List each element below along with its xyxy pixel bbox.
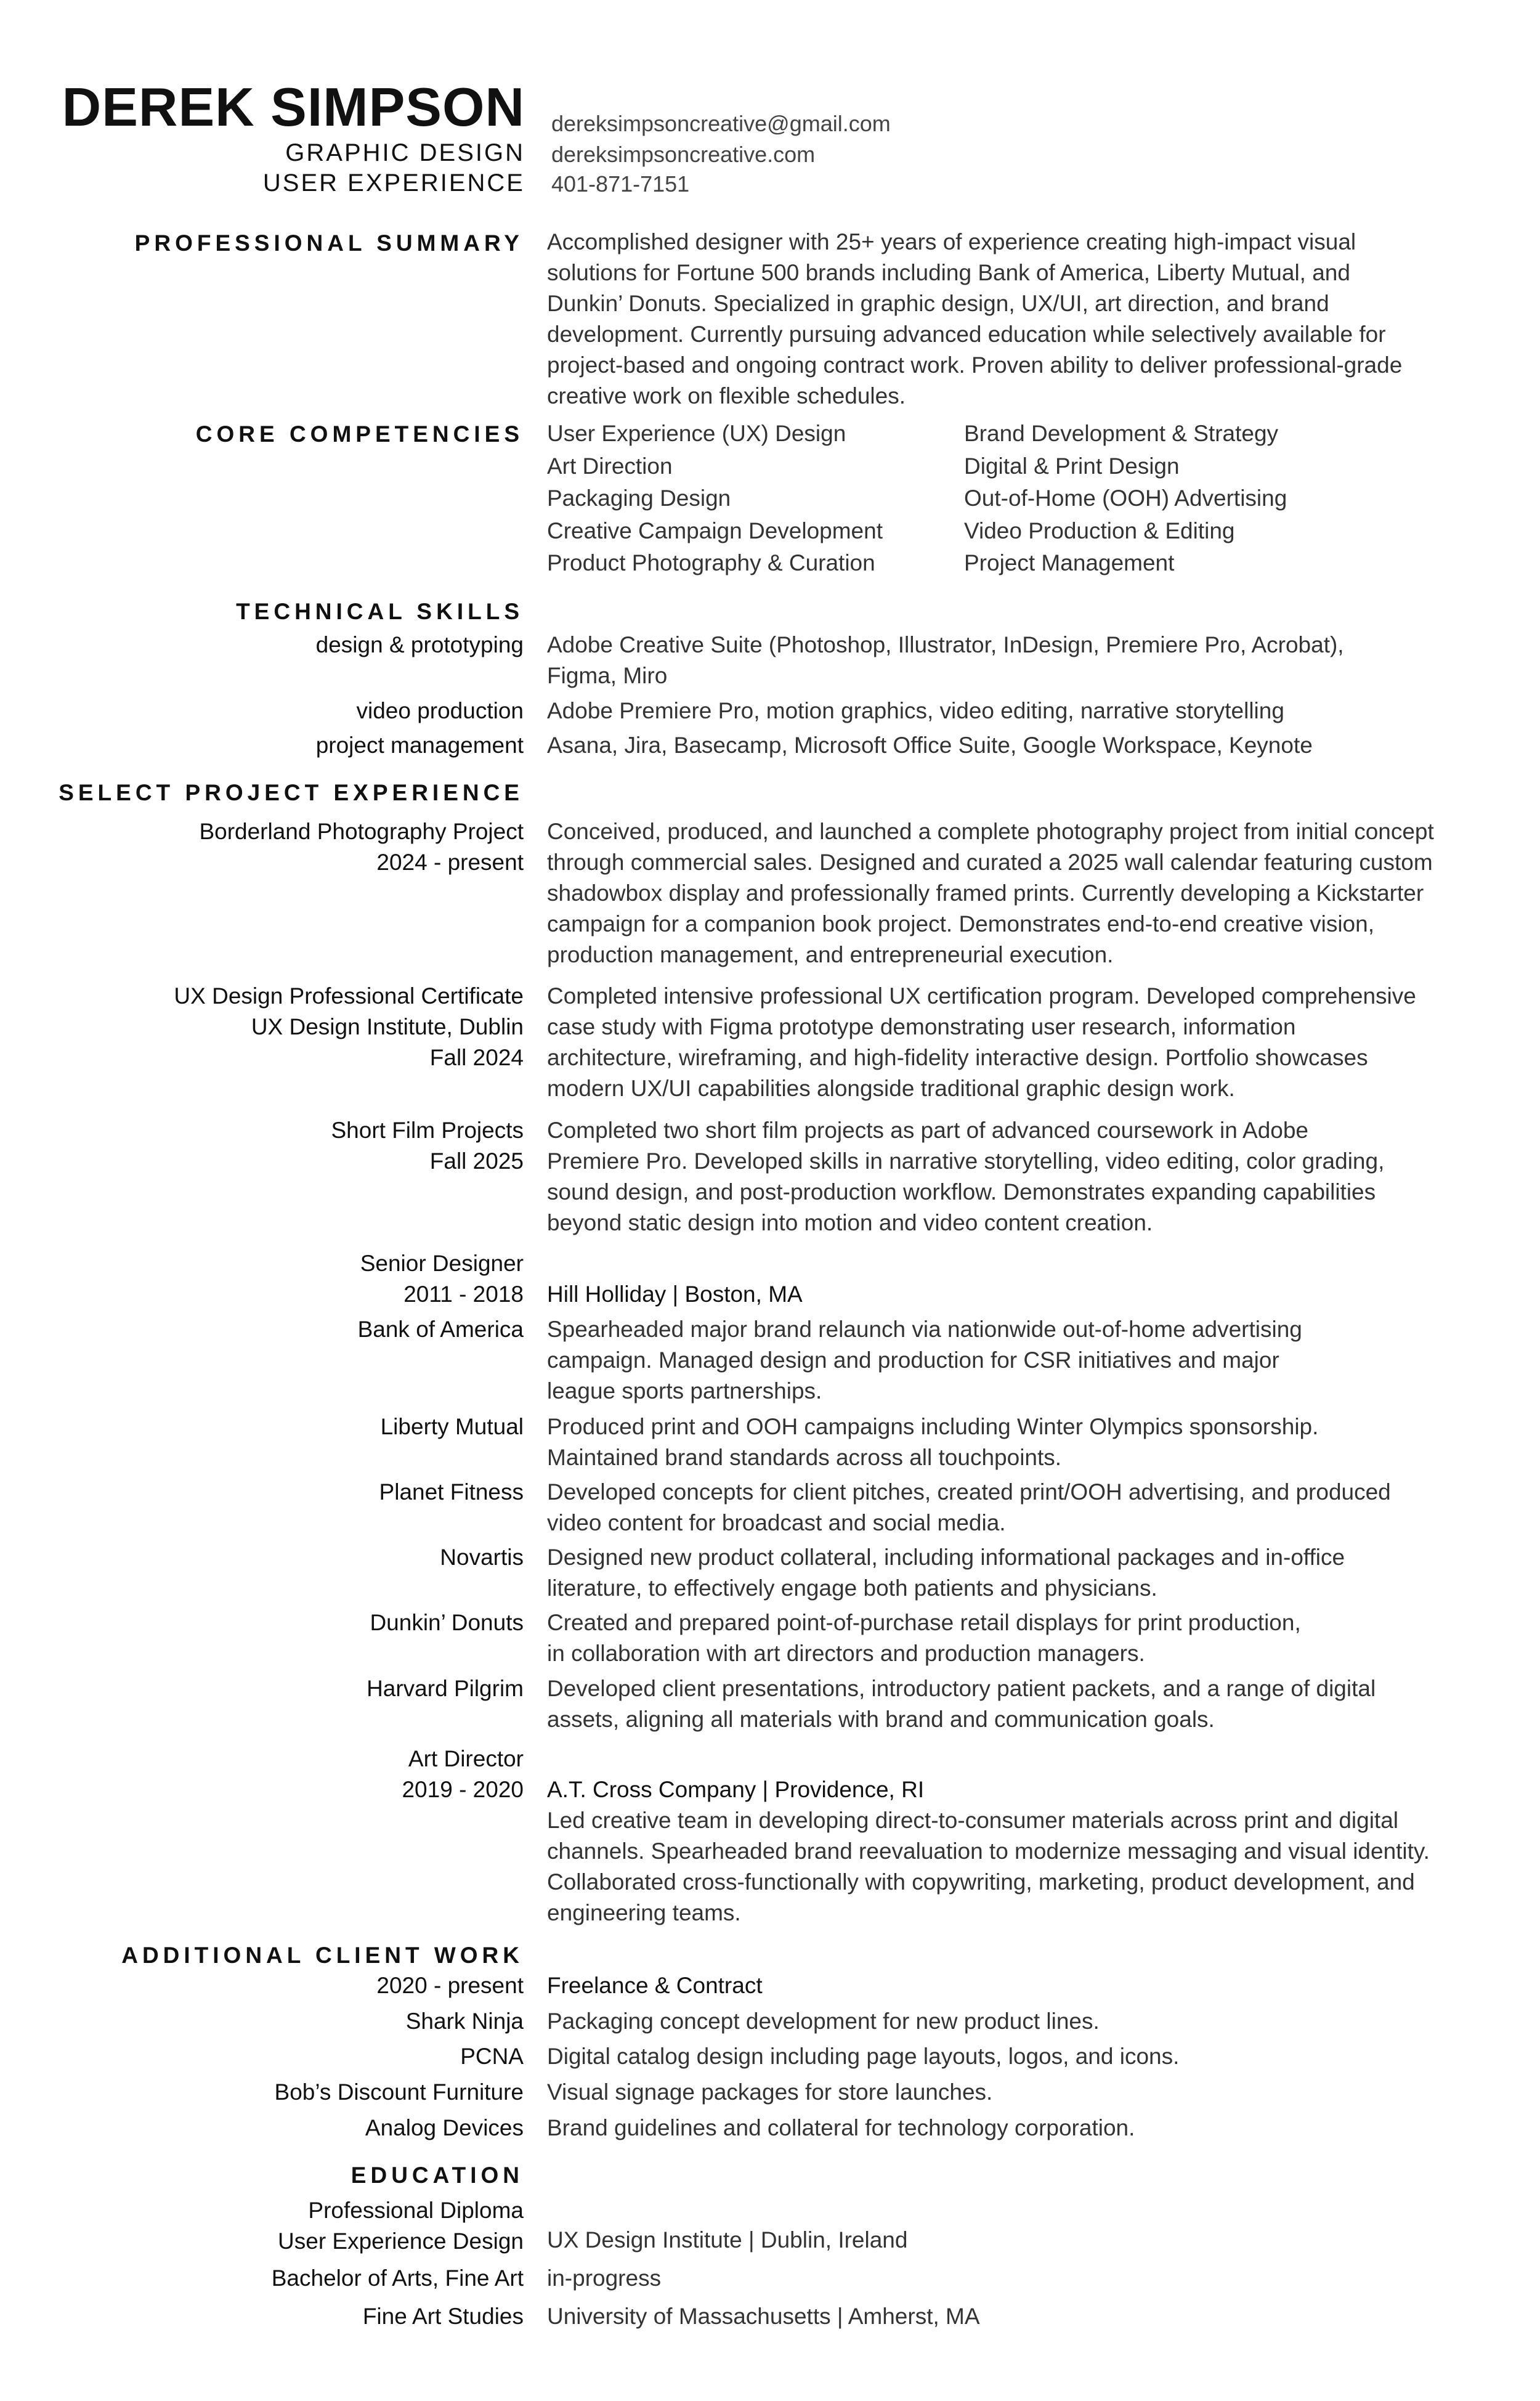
client-name: PCNA [460,2044,524,2069]
senior-designer-label [360,1248,524,1310]
competency-item: Product Photography & Curation [547,550,875,575]
client-line: assets, aligning all materials with brand and communication goals. [547,1707,1215,1732]
project-dates: Fall 2024 [429,1045,524,1070]
client-line: campaign. Managed design and production for CSR initiatives and major [547,1347,1279,1373]
competency-item: Video Production & Editing [964,518,1235,543]
project-ux-cert-text [547,981,1465,1104]
client-harvard-pilgrim-text [547,1673,1465,1735]
additional-company: Freelance & Contract [547,1973,763,1998]
summary-line: Accomplished designer with 25+ years of experience creating high-impact visual [547,229,1356,254]
skill-label-design: design & prototyping [315,632,524,657]
client-name: Novartis [440,1545,524,1570]
degree-line: User Experience Design [278,2228,524,2254]
senior-designer-company: Hill Holliday | Boston, MA [547,1282,803,1307]
additional-heading: ADDITIONAL CLIENT WORK [121,1943,524,1968]
project-line: Premiere Pro. Developed skills in narrative storytelling, video editing, color grading, [547,1148,1385,1174]
client-line: league sports partnerships. [547,1378,822,1404]
project-title: UX Design Professional Certificate [174,983,524,1009]
job-company: A.T. Cross Company | Providence, RI [547,1777,925,1802]
job-years: 2019 - 2020 [402,1777,524,1802]
competencies-heading: CORE COMPETENCIES [195,421,524,447]
project-line: Completed intensive professional UX certification program. Developed comprehensive [547,983,1416,1009]
summary-line: development. Currently pursuing advanced education while selectively available for [547,322,1386,347]
technical-heading: TECHNICAL SKILLS [236,599,524,624]
client-planet-fitness-text [547,1477,1465,1538]
skill-line: Figma, Miro [547,663,668,688]
competency-item: User Experience (UX) Design [547,421,846,446]
email-link[interactable]: dereksimpsoncreative@gmail.com [551,111,891,136]
skill-video-text [547,696,1465,726]
education-studies-school: University of Massachusetts | Amherst, MA [547,2304,980,2329]
competency-item: Project Management [964,550,1175,575]
client-novartis-text [547,1542,1465,1604]
client-line: Developed client presentations, introductory patient packets, and a range of digital [547,1676,1376,1701]
client-bank-of-america-text [547,1314,1465,1407]
job-line: channels. Spearheaded brand reevaluation to modernize messaging and visual identity. [547,1838,1430,1864]
education-diploma-label [278,2195,524,2257]
education-diploma-school: UX Design Institute | Dublin, Ireland [547,2227,908,2253]
education-bachelor-status: in-progress [547,2265,662,2291]
client-line: Developed concepts for client pitches, created print/OOH advertising, and produced [547,1479,1391,1505]
client-name: Liberty Mutual [380,1414,524,1439]
summary-line: Dunkin’ Donuts. Specialized in graphic design, UX/UI, art direction, and brand [547,291,1329,316]
client-desc: Digital catalog design including page layouts, logos, and icons. [547,2044,1180,2069]
candidate-name: DEREK SIMPSON [62,76,525,137]
client-line: literature, to effectively engage both patients and physicians. [547,1575,1157,1601]
education-heading: EDUCATION [351,2163,524,2188]
project-title: Short Film Projects [331,1118,524,1143]
summary-heading: PROFESSIONAL SUMMARY [134,230,524,256]
client-name: Dunkin’ Donuts [370,1610,524,1635]
client-dunkin-text [547,1607,1465,1669]
client-line: Maintained brand standards across all touchpoints. [547,1445,1062,1470]
client-line: video content for broadcast and social media. [547,1510,1006,1535]
job-line: engineering teams. [547,1900,741,1925]
client-name: Bob’s Discount Furniture [274,2079,524,2105]
skill-project-text [547,730,1465,761]
project-line: modern UX/UI capabilities alongside traditional graphic design work. [547,1076,1235,1101]
education-studies-label: Fine Art Studies [362,2304,524,2329]
subtitle-user-experience: USER EXPERIENCE [262,169,525,197]
project-short-film-label [331,1115,524,1177]
project-line: Completed two short film projects as part of advanced coursework in Adobe [547,1118,1309,1143]
skill-line: Adobe Premiere Pro, motion graphics, video editing, narrative storytelling [547,698,1284,723]
skill-label-project: project management [315,733,524,758]
project-ux-cert-label [174,981,524,1073]
skill-design-text [547,630,1465,691]
project-line: shadowbox display and professionally framed prints. Currently developing a Kickstarter [547,880,1424,906]
project-line: case study with Figma prototype demonstrating user research, information [547,1014,1296,1039]
project-line: Conceived, produced, and launched a complete photography project from initial concept [547,819,1434,844]
project-line: beyond static design into motion and video content creation. [547,1210,1153,1235]
project-line: campaign for a companion book project. Demonstrates end-to-end creative vision, [547,911,1374,936]
competency-item: Packaging Design [547,485,731,511]
art-director-text [547,1774,1465,1928]
additional-years: 2020 - present [376,1973,524,1998]
client-line: Produced print and OOH campaigns including Winter Olympics sponsorship. [547,1414,1319,1439]
job-line: Collaborated cross-functionally with copywriting, marketing, product development, and [547,1869,1415,1895]
competency-item: Art Direction [547,453,673,479]
projects-heading: SELECT PROJECT EXPERIENCE [59,780,524,805]
competency-item: Out-of-Home (OOH) Advertising [964,485,1287,511]
education-bachelor-label: Bachelor of Arts, Fine Art [271,2265,524,2291]
summary-line: creative work on flexible schedules. [547,383,906,408]
job-years: 2011 - 2018 [403,1282,524,1307]
summary-text [547,227,1465,412]
degree-line: Professional Diploma [308,2198,524,2223]
project-institution: UX Design Institute, Dublin [251,1014,524,1039]
project-title: Borderland Photography Project [199,819,524,844]
skill-line: Asana, Jira, Basecamp, Microsoft Office Suite, Google Workspace, Keynote [547,733,1313,758]
job-title: Art Director [408,1746,524,1771]
client-name: Shark Ninja [405,2009,524,2034]
website-link[interactable]: dereksimpsoncreative.com [551,142,816,167]
art-director-label [402,1744,524,1805]
summary-line: solutions for Fortune 500 brands including Bank of America, Liberty Mutual, and [547,260,1350,285]
client-liberty-mutual-text [547,1412,1465,1473]
job-title: Senior Designer [360,1251,524,1276]
project-borderland-label [199,816,524,878]
job-line: Led creative team in developing direct-to-consumer materials across print and digital [547,1808,1399,1833]
client-desc: Brand guidelines and collateral for technology corporation. [547,2115,1135,2140]
client-desc: Visual signage packages for store launches. [547,2079,993,2105]
competency-item: Digital & Print Design [964,453,1180,479]
phone-number: 401-871-7151 [551,171,690,197]
skill-line: Adobe Creative Suite (Photoshop, Illustrator, InDesign, Premiere Pro, Acrobat), [547,632,1344,657]
client-line: Spearheaded major brand relaunch via nationwide out-of-home advertising [547,1317,1302,1342]
client-line: Designed new product collateral, including informational packages and in-office [547,1545,1345,1570]
client-name: Analog Devices [365,2115,524,2140]
client-line: in collaboration with art directors and production managers. [547,1641,1145,1666]
competency-item: Brand Development & Strategy [964,421,1279,446]
project-line: production management, and entrepreneurial execution. [547,942,1114,967]
summary-line: project-based and ongoing contract work. Proven ability to deliver professional-grade [547,352,1403,378]
project-line: sound design, and post-production workflow. Demonstrates expanding capabilities [547,1179,1376,1205]
competencies-column-1 [547,418,883,580]
skill-label-video: video production [356,698,524,723]
client-name: Planet Fitness [379,1479,524,1505]
client-desc: Packaging concept development for new product lines. [547,2009,1100,2034]
competencies-column-2 [964,418,1287,580]
project-borderland-text [547,816,1465,970]
project-line: architecture, wireframing, and high-fidelity interactive design. Portfolio showcases [547,1045,1368,1070]
project-line: through commercial sales. Designed and curated a 2025 wall calendar featuring custom [547,850,1433,875]
client-line: Created and prepared point-of-purchase retail displays for print production, [547,1610,1301,1635]
client-name: Bank of America [357,1317,524,1342]
competency-item: Creative Campaign Development [547,518,883,543]
client-name: Harvard Pilgrim [367,1676,524,1701]
project-dates: 2024 - present [376,850,524,875]
project-short-film-text [547,1115,1465,1238]
project-dates: Fall 2025 [429,1148,524,1174]
subtitle-graphic-design: GRAPHIC DESIGN [285,139,525,166]
